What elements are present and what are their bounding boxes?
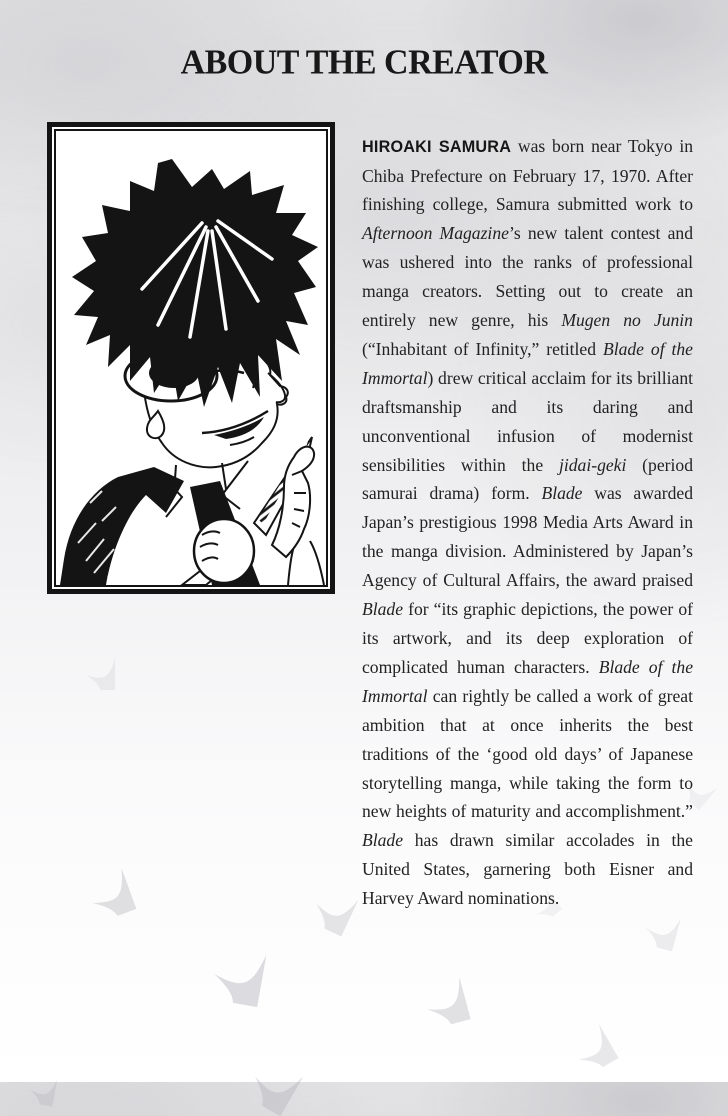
creator-self-portrait-illustration: [56, 131, 326, 585]
bio-segment: Mugen no Junin: [561, 310, 693, 331]
bio-segment: Afternoon Magazine: [362, 223, 509, 244]
bio-paragraph: [362, 132, 693, 913]
bird-star-watermark-icon: [262, 820, 379, 937]
hair: [72, 159, 318, 407]
bio-segment: has drawn similar accolades in the United States, garnering both Eisner and Harvey Award nominations.: [362, 830, 693, 909]
jacket-left: [60, 467, 184, 585]
bird-star-watermark-icon: [354, 927, 470, 1043]
bio-segment: HIROAKI SAMURA: [362, 137, 512, 156]
bird-star-watermark-icon: [45, 620, 115, 690]
bird-star-watermark-icon: [502, 984, 618, 1100]
bird-star-watermark-icon: [194, 980, 331, 1116]
bird-star-watermark-icon: [14, 819, 136, 941]
bio-segment: ) drew critical acclaim for its brilliant draftsmanship and its daring and unconventional infusion of modernist sensibilities within the: [362, 367, 693, 475]
bio-segment: Blade of the Immortal: [362, 656, 694, 706]
bird-star-watermark-icon: [0, 1037, 63, 1107]
bio-segment: Blade: [362, 830, 404, 851]
bio-segment: Blade: [362, 599, 404, 620]
bio-segment: (period samurai drama) form.: [362, 454, 693, 504]
bird-star-watermark-icon: [143, 873, 276, 1006]
bio-segment: was awarded Japan’s prestigious 1998 Media Arts Award in the manga division. Administered by Japan’s Agency of Cultural Affairs, the award praised: [362, 483, 693, 591]
bio-segment: jidai-geki: [558, 454, 627, 475]
page-title: ABOUT THE CREATOR: [180, 43, 548, 82]
bio-segment: was born near Tokyo in Chiba Prefecture on February 17, 1970. After finishing college, Samura submitted work to: [362, 135, 694, 215]
bio-segment: can rightly be called a work of great ambition that at once inherits the best traditions of the ‘good old days’ of Japanese storytelling manga, while taking the form to new heights of maturity and accomplishment.”: [362, 685, 693, 822]
bio-segment: Blade of the Immortal: [362, 338, 693, 388]
portrait-frame-inner: [54, 129, 328, 587]
bio-segment: for “its graphic depictions, the power of its artwork, and its deep exploration of complicated human characters.: [362, 599, 693, 677]
bio-segment: (“Inhabitant of Infinity,” retitled: [362, 338, 603, 359]
bio-segment: Blade: [541, 483, 583, 504]
portrait-frame: [47, 122, 335, 594]
bio-segment: ’s new talent contest and was ushered into the ranks of professional manga creators. Setting out to create an entirely new genre, his: [362, 223, 693, 331]
fist: [194, 519, 254, 583]
